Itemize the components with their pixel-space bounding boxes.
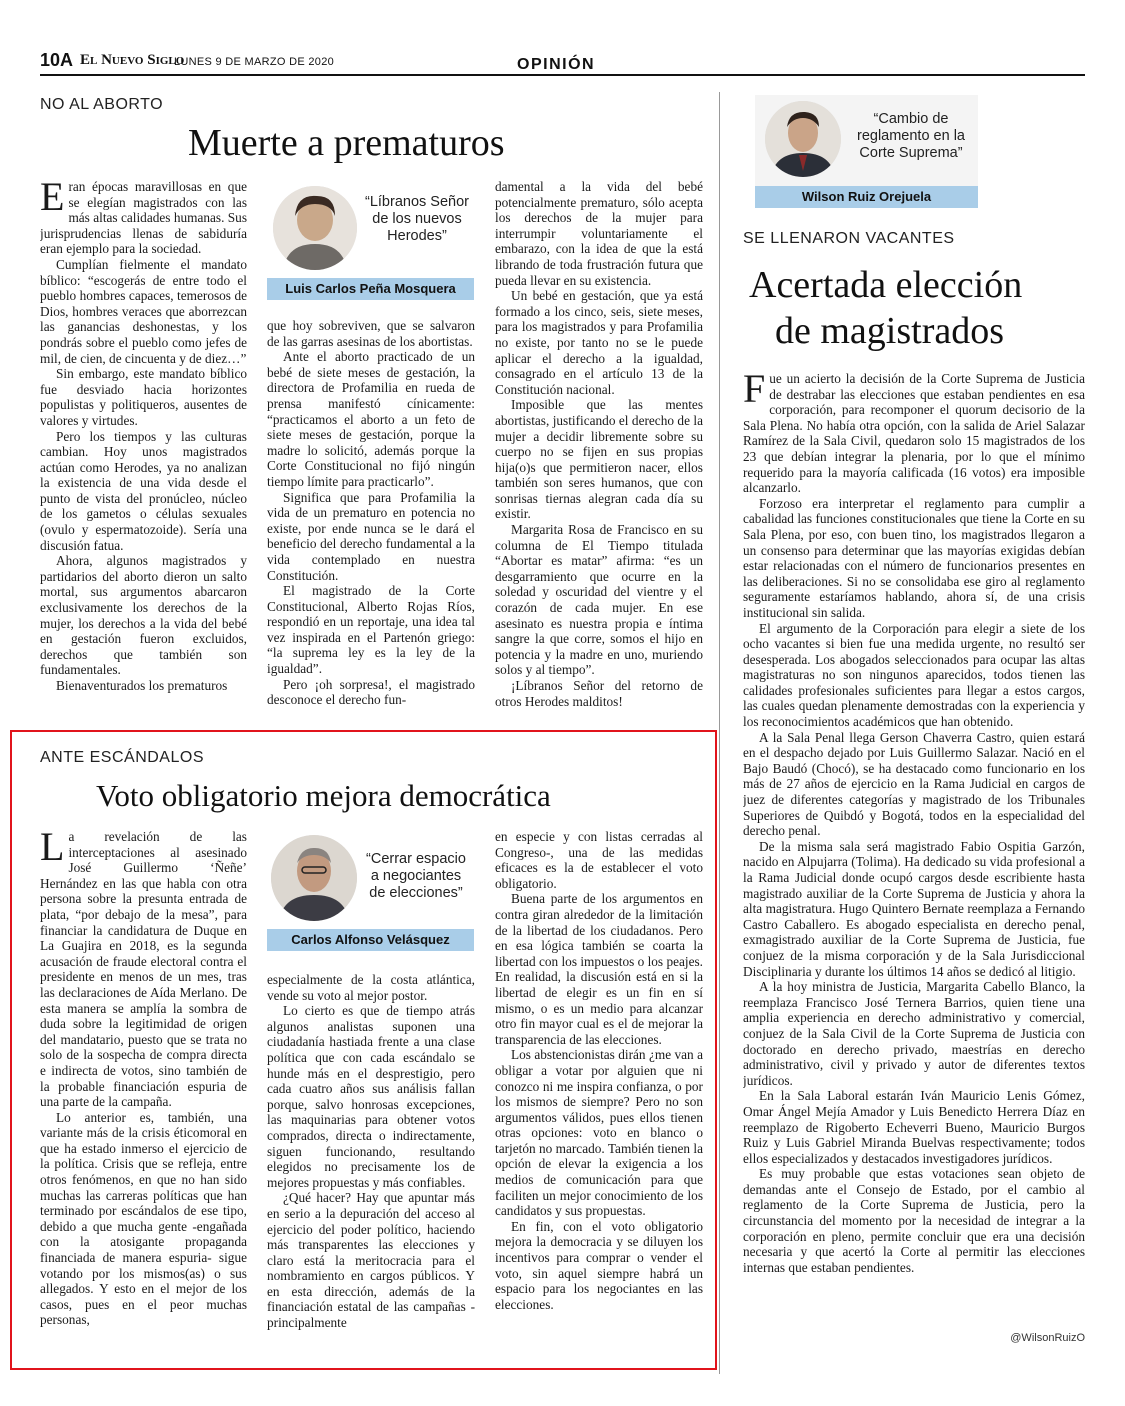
article2-pull-quote: “Cerrar espacio a negociantes de elecciones”: [366, 851, 466, 901]
header-rule: [40, 74, 1085, 76]
author-photo: [765, 101, 841, 177]
author-portrait-icon: [273, 186, 357, 270]
article1-col1-paragraph: Sin embargo, este mandato bíblico fue desviado hacia horizontes populistas y politiqueros, ausentes de valores y virtudes.: [40, 366, 247, 428]
column-divider: [719, 92, 720, 1374]
dropcap: F: [743, 371, 766, 411]
article1-col2-paragraph: El magistrado de la Corte Constitucional, Alberto Rojas Ríos, respondió en un reportaje, una idea tal vez inspirada en el Partenón griego: “la suprema ley es la ley de la igualdad”.: [267, 583, 475, 677]
article1-author-name: Luis Carlos Peña Mosquera: [267, 278, 474, 300]
author-portrait-icon: [765, 101, 841, 177]
article1-col2-paragraph: que hoy sobreviven, que se salvaron de las garras asesinas de los abortistas.: [267, 318, 475, 349]
article1-column-1: [40, 179, 247, 714]
article1-kicker: NO AL ABORTO: [40, 96, 164, 113]
dropcap: L: [40, 829, 65, 869]
article3-headline-line2: de magistrados: [775, 310, 1005, 352]
article2-col3-paragraph: Buena parte de los argumentos en contra giran alrededor de la limitación de la libertad de los ciudadanos. Pero en esa lógica también se coarta la libertad con los impuestos o los peajes. En realidad, la discusión está en si la libertad de elegir es un fin en sí mismo, o es un medio para alcanzar otro fin mayor cual es el de mejorar la transparencia de las elecciones.: [495, 891, 703, 1047]
article2-author-box: [267, 833, 474, 951]
article3-paragraph: Fue un acierto la decisión de la Corte Suprema de Justicia de destrabar las elecciones que estaban pendientes en esa corporación, para recomponer el quorum decisorio de la Sala Plena. No había otra opción, con la salida de Ariel Salazar Ramírez de la Sala Civil, quedaron solo 15 magistrados de los 23 que debían integrar la plenaria, por lo que el mínimo requerido para la mayoría calificada (16 votos) era imposible alcanzarlo.: [743, 371, 1085, 496]
article3-paragraph: En la Sala Laboral estarán Iván Mauricio Lenis Gómez, Omar Ángel Mejía Amador y Luis Benedicto Herrera Díaz en reemplazo de Rigoberto Echeverri Bueno, Mauricio Burgos Ruiz y Luis Gabriel Miranda Buelvas respectivamente; todos ellos especializados y destacados investigadores jurídicos.: [743, 1088, 1085, 1166]
section-title: OPINIÓN: [517, 56, 596, 73]
article2-col1-paragraph: Lo anterior es, también, una variante más de la crisis éticomoral en que ha estado inmerso el ejercicio de la política. Crisis que se refleja, entre otros fenómenos, en que no han sido muchas las carreras políticas que han terminado por escándalos de ese tipo, debido a que mucha gente -engañada con la atosigante propaganda financiada de manera espuria- sigue votando por los mismos(as) o sus allegados. Y esto en el mejor de los casos, pues en el peor muchas personas,: [40, 1109, 247, 1328]
article1-col2-paragraph: Ante el aborto practicado de un bebé de siete meses de gestación, la directora de Profamilia en rueda de prensa manifestó cínicamente: “practicamos el aborto a un feto de siete meses de gestación, porque la madre lo solicitó, además porque la Corte Constitucional no fijó ningún tiempo límite para practicarlo”.: [267, 349, 475, 489]
article1-col1-paragraph: Eran épocas maravillosas en que se elegían magistrados con las más altas calidades humanas. Sus jurisprudencias llenas de sabiduría eran ejemplo para la sociedad.: [40, 179, 247, 257]
article3-kicker: SE LLENARON VACANTES: [743, 230, 955, 247]
article3-paragraph: De la misma sala será magistrado Fabio Ospitia Garzón, nacido en Alpujarra (Tolima). Ha dedicado su vida profesional a la Rama Judicial donde ocupó cargos desde escribiente hasta magistrado auxiliar de la Corte Suprema de Justicia y ahora la alta magistratura. Hugo Quintero Bernate reemplaza a Fernando Castro Caballero. Es abogado especialista en derecho penal, exmagistrado auxiliar de la Corte Suprema de Justicia, fue conjuez de la misma corporación y de la Sala Jurisdiccional Disciplinaria y durante los últimos 14 años se dedicó al litigio.: [743, 838, 1085, 979]
article2-column-3: [495, 829, 703, 1359]
article1-headline: Muerte a prematuros: [188, 122, 505, 164]
author-photo: [273, 186, 357, 270]
article3-paragraph: Forzoso era interpretar el reglamento para cumplir a cabalidad las funciones constitucionales que tiene la Corte en su Sala Plena, por eso, con buen tino, los magistrados llegaron a un consenso para determinar que las mayorías exigidas debían estar relacionadas con el número de funcionarios presentes en las deliberaciones. Si no se consolidaba ese giro al reglamento seguramente estaríamos hablando, ahora sí, de una crisis institucional sin salida.: [743, 495, 1085, 620]
article1-col3-paragraph: Margarita Rosa de Francisco en su columna de El Tiempo titulada “Abortar es matar” afirma: “es un desgarramiento que ocurre en la soledad y oscuridad del vientre y el corazón de cada mujer. En ese asesinato es nuestra propia e íntima sangre la que corre, somos el hijo en potencia y la madre en uno, muriendo solos y al tiempo”.: [495, 522, 703, 678]
article1-col1-paragraph: Bienaventurados los prematuros: [56, 678, 228, 693]
article2-column-1: [40, 829, 247, 1359]
article2-column-2: [267, 972, 475, 1359]
article2-col2-paragraph: ¿Qué hacer? Hay que apuntar más en serio a la depuración del acceso al ejercicio del poder político, haciendo más transparentes las elecciones y claro está la meritocracia para el nombramiento en cargos públicos. Y en esta dirección, además de la financiación estatal de las campañas -principalmente: [267, 1190, 475, 1331]
newspaper-name: El Nuevo Siglo: [80, 52, 185, 68]
article2-col3-paragraph: Los abstencionistas dirán ¿me van a obligar a votar por alguien que ni conozco ni me inspira confianza, o por los mismos de siempre? Pero no son argumentos válidos, pues ellos tienen otras opciones: voto en blanco o tarjetón no marcado. También tienen la opción de elevar la exigencia a los medios de comunicación para que faciliten un mejor conocimiento de los candidatos y sus propuestas.: [495, 1047, 703, 1219]
article2-col2-paragraph: especialmente de la costa atlántica, vende su voto al mejor postor.: [267, 972, 475, 1003]
article1-col1-paragraph: Pero los tiempos y las culturas cambian. Hoy unos magistrados actúan como Herodes, ya no analizan la existencia de una vida desde el punto de vista del pronúcleo, núcleo de los gametos o células sexuales (ovulo y espermatozoide). Sería una discusión fatua.: [40, 428, 247, 553]
article1-col2-paragraph: Pero ¡oh sorpresa!, el magistrado desconoce el derecho fun-: [267, 676, 475, 708]
article2-col2-paragraph: Lo cierto es que de tiempo atrás algunos analistas suponen una ciudadanía hastiada frente a una clase política que con cada escándalo se hunde más en el desprestigio, pero cada cuatro años sus análisis fallan porque, salvo honrosas excepciones, las maquinarias para obtener votos comprados, directa o indirectamente, siguen funcionando, resultando elegidos no precisamente los de mejores propuestas y más confiables.: [267, 1003, 475, 1190]
author-portrait-icon: [271, 835, 357, 921]
article2-col3-paragraph: en especie y con listas cerradas al Congreso-, una de las medidas eficaces es la de establecer el voto obligatorio.: [495, 829, 703, 891]
article3-author-box: [755, 95, 978, 208]
article2-col1-paragraph: La revelación de las interceptaciones al asesinado José Guillermo ‘Ñeñe’ Hernández en las que habla con otra persona sobre la presunta entrada de plata, “por debajo de la mesa”, para financiar la candidatura de Duque en La Guajira en 2018, es la segunda acusación de fraude electoral contra el presidente en menos de un mes, tras las declaraciones de Aída Merlano. De esta manera se amplía la sombra de duda sobre la legitimidad de origen del mandatario, puesto que se trata no solo de la sospecha de compra directa e indirecta de votos, sino también de la probable financiación espuria de una parte de la campaña.: [40, 829, 247, 1110]
article3-headline-line1: Acertada elección: [749, 264, 1023, 306]
article2-author-name: Carlos Alfonso Velásquez: [267, 929, 474, 951]
page-number: 10A: [40, 50, 74, 70]
article1-col3-paragraph: damental a la vida del bebé potencialmente prematuro, sólo acepta los derechos de la mujer para interrumpir voluntariamente el embarazo, con la idea de que la está librando de toda frustración futura que pueda llevar en su existencia.: [495, 179, 703, 288]
article1-col1-paragraph: Cumplían fielmente el mandato bíblico: “escogerás de entre todo el pueblo hombres capaces, temerosos de Dios, hombres veraces que aborrezcan las ganancias deshonestas, y los pondrás sobre el pueblo como jefes de mil, de cien, de cincuenta y de diez…”: [40, 256, 247, 366]
dropcap: E: [40, 179, 65, 219]
article3-paragraph: Es muy probable que estas votaciones sean objeto de demandas ante el Consejo de Estado, por el cambio al reglamento de la Corte Suprema de Justicia, pero la circunstancia del momento por la necesidad de integrar a la corporación en pleno, permite concluir que era una decisión necesaria y que acertó la Corte al permitir las elecciones internas que estaban pendientes.: [743, 1166, 1085, 1275]
article1-col3-paragraph: ¡Líbranos Señor del retorno de otros Herodes malditos!: [495, 678, 703, 709]
article3-paragraph: A la hoy ministra de Justicia, Margarita Cabello Blanco, la reemplaza Francisco José Ternera Barrios, quien tiene una amplia experiencia en derecho administrativo y comercial, conjuez de la Sala Civil de la Corte Suprema de Justicia con doctorado en derecho privado, maestrías en derecho administrativo, civil y privado y autor de diferentes textos jurídicos.: [743, 979, 1085, 1088]
article3-paragraph: A la Sala Penal llega Gerson Chaverra Castro, quien estará en el despacho dejado por Luis Guillermo Salazar. Nació en el Bajo Baudó (Chocó), se ha destacado como funcionario en los más de 27 años de ejercicio en la Rama Judicial en cargos de juez de diferentes categorías y magistrado de los Tribunales Superiores de Quibdó y Bogotá, todos en la especialidad del derecho penal.: [743, 729, 1085, 839]
social-handle: @WilsonRuizO: [1010, 1332, 1085, 1344]
article1-col2-paragraph: Significa que para Profamilia la vida de un prematuro en potencia no existe, por ende nunca se le dará el beneficio del derecho fundamental a la vida contemplado en nuestra Constitución.: [267, 489, 475, 583]
issue-date: LUNES 9 DE MARZO DE 2020: [174, 56, 335, 68]
article1-author-box: [267, 182, 474, 300]
article1-col3-paragraph: Un bebé en gestación, que ya está formado a los cinco, seis, siete meses, para los magistrados y para Profamilia no existe, por tanto no se le puede aplicar el derecho a la igualdad, consagrado en el artículo 13 de la Constitución nacional.: [495, 288, 703, 397]
article3-author-name: Wilson Ruiz Orejuela: [755, 186, 978, 208]
author-photo: [271, 835, 357, 921]
article1-column-3: [495, 179, 703, 714]
article2-kicker: ANTE ESCÁNDALOS: [40, 749, 204, 766]
article1-col3-paragraph: Imposible que las mentes abortistas, justificando el derecho de la mujer a decidir libremente sobre su cuerpo no se fijen en sus propias hija(o)s que permitieron nacer, ellos también son seres humanos, que con sonrisas tiernas alegran cada día su existir.: [495, 397, 703, 522]
article3-paragraph: El argumento de la Corporación para elegir a siete de los ocho vacantes si bien fue una medida urgente, no resultó ser desesperada. Los abogados seleccionados para ocupar las altas magistraturas no son ningunos aparecidos, todos tienen las calidades profesionales suficientes para llegar a estos cargos, las cuales quedan plenamente demostradas con la experiencia y los reconocimientos académicos que han obtenido.: [743, 620, 1085, 730]
article1-column-2: [267, 318, 475, 714]
article3-pull-quote: “Cambio de reglamento en la Corte Suprema”: [856, 111, 965, 161]
article3-body: [743, 371, 1085, 1331]
article1-pull-quote: “Líbranos Señor de los nuevos Herodes”: [365, 194, 469, 244]
article2-headline: Voto obligatorio mejora democrática: [96, 778, 551, 813]
article2-col3-paragraph: En fin, con el voto obligatorio mejora la democracia y se diluyen los incentivos para comprar o vender el voto, sin aquel siempre habrá un espacio para los negociantes en las elecciones.: [495, 1218, 703, 1312]
article1-col1-paragraph: Ahora, algunos magistrados y partidarios del aborto dieron un salto mortal, sus argumentos abarcaron exclusivamente los derechos de la mujer, los derechos a la vida del bebé en gestación fueron excluidos, derechos que también son fundamentales.: [40, 553, 247, 678]
